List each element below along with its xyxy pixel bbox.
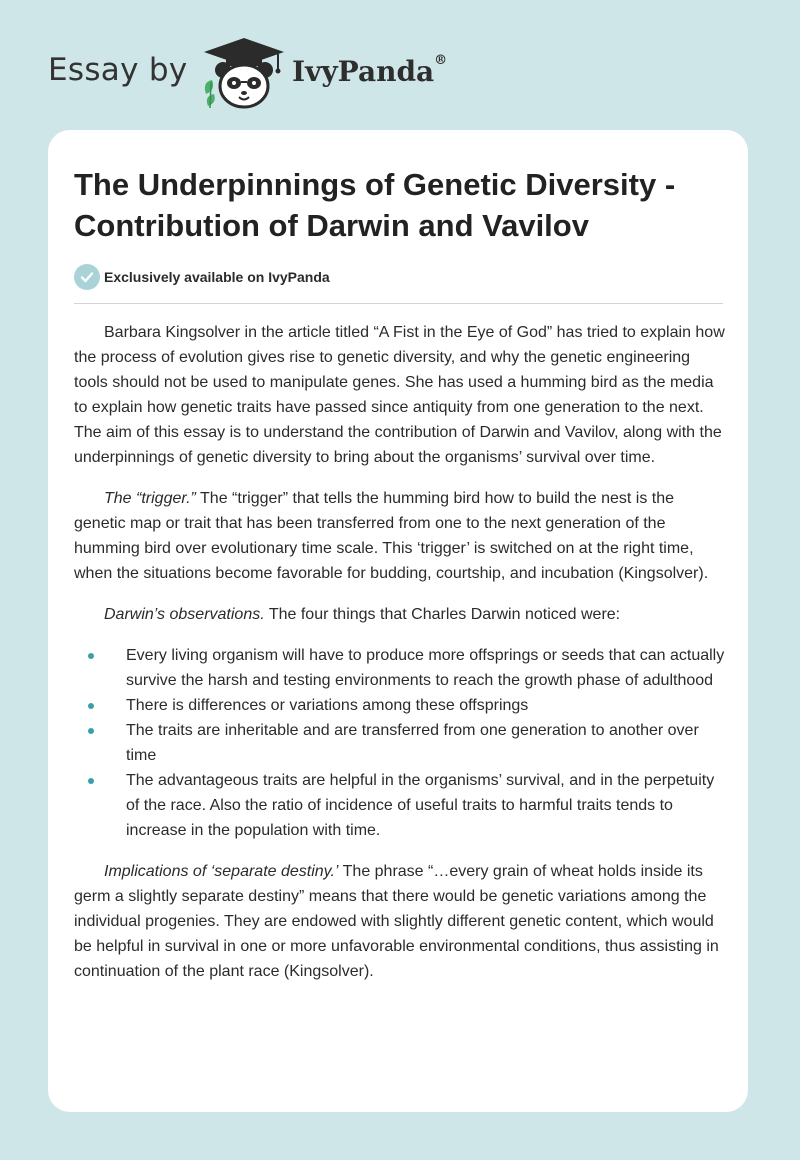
paragraph-lead: Darwin’s observations. <box>104 606 265 623</box>
paragraph-destiny <box>74 859 726 984</box>
paragraph-text: The “trigger” that tells the humming bird how to build the nest is the genetic map or trait that has been transferred from one to the next generation of the humming bird over evolutionary time scale. This ‘trigger’ is switched on at the right time, when the situations become favorable for budding, courtship, and incubation (Kingsolver). <box>74 490 709 582</box>
badge-text: Exclusively available on IvyPanda <box>104 269 330 285</box>
paragraph-text: The four things that Charles Darwin noticed were: <box>264 606 621 623</box>
list-item: The traits are inheritable and are transferred from one generation to another over time <box>74 718 726 768</box>
paragraph-intro: Barbara Kingsolver in the article titled “A Fist in the Eye of God” has tried to explain how the process of evolution gives rise to genetic diversity, and why the genetic engineering tools should not be used to manipulate genes. She has used a humming bird as the media to explain how genetic traits have passed since antiquity from one generation to the next. The aim of this essay is to understand the contribution of Darwin and Vavilov, along with the underpinnings of genetic diversity to bring about the organisms’ survival over time. <box>74 324 725 466</box>
ivypanda-logo-icon[interactable] <box>198 36 290 110</box>
brand-name[interactable] <box>292 55 447 88</box>
essay-card <box>48 130 748 1112</box>
brand-text: IvyPanda <box>292 55 435 88</box>
darwin-observations-list <box>74 643 726 843</box>
check-circle-icon <box>74 264 100 290</box>
paragraph-lead: The “trigger.” <box>104 490 196 507</box>
paragraph-trigger <box>74 486 726 586</box>
exclusive-badge <box>74 264 330 290</box>
list-item: There is differences or variations among these offsprings <box>74 693 726 718</box>
paragraph-darwin <box>74 602 726 627</box>
divider <box>74 303 723 304</box>
essay-by-label: Essay by <box>48 52 188 88</box>
paragraph-lead: Implications of ‘separate destiny.’ <box>104 863 339 880</box>
trademark: ® <box>434 53 448 68</box>
paragraph-text: The phrase “…every grain of wheat holds inside its germ a slightly separate destiny” means that there would be genetic variations among the individual progenies. They are endowed with slightly different genetic content, which would be helpful in survival in one or more unfavorable environmental conditions, thus assisting in continuation of the plant race (Kingsolver). <box>74 863 719 980</box>
list-item: The advantageous traits are helpful in the organisms’ survival, and in the perpetuity of the race. Also the ratio of incidence of useful traits to harmful traits tends to increase in the population with time. <box>74 768 726 843</box>
site-header <box>0 0 800 130</box>
list-item: Every living organism will have to produce more offsprings or seeds that can actually survive the harsh and testing environments to reach the growth phase of adulthood <box>74 643 726 693</box>
essay-title: The Underpinnings of Genetic Diversity - Contribution of Darwin and Vavilov <box>74 167 676 243</box>
essay-body <box>74 320 726 1000</box>
